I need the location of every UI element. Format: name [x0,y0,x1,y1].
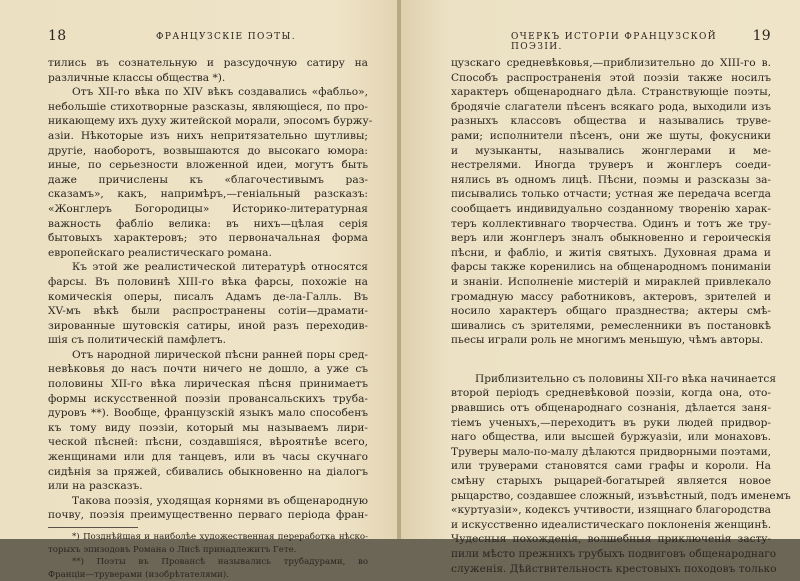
section-break [451,348,771,372]
text-line: ческой пѣсней: пѣсни, создавшіяся, вѣроятнѣе всего, [48,436,368,449]
text-line: смѣну старыхъ рыцарей-богатырей является новое [451,475,771,488]
text-line: азіи. Нѣкоторые изъ нихъ непритязательно шутливы; [48,129,368,142]
text-line: Труверы мало-по-малу дѣлаются придворными поэтами, [451,445,771,458]
text-line: «куртуазіи», кодексъ учтивости, изящнаго благородства [451,504,771,517]
left-running-title: ФРАНЦУЗСКІЕ ПОЭТЫ. [156,32,297,42]
text-line: фарсы также коренились на общенародномъ пониманіи [451,261,771,274]
text-line: европейскаго реалистическаго романа. [48,246,272,259]
footnote-rule [48,527,138,528]
text-line: наго общества, или высшей буржуазіи, или монаховъ. [451,431,771,444]
text-line: рвавшись отъ общенароднаго сознанія, дѣлается заня- [451,402,771,415]
text-line: Къ этой же реалистической литературѣ относятся [72,261,368,274]
footnote-line: Франціи—труверами (изобрѣтателями). [48,569,229,580]
text-line: Приблизительно съ половины XII-го вѣка начинается [475,372,777,385]
text-line: тились въ сознательную и разсудочную сатиру на [48,57,368,69]
text-line: фарсы. Въ половинѣ XIII-го вѣка фарсы, похожіе на [48,275,368,288]
text-line: служенія. Дѣйствительность крестовыхъ походовъ только [451,562,777,575]
text-line: «Жонглеръ Богородицы» Историко-литературная [48,202,368,215]
text-line: сказамъ», какъ, напримѣръ,—геніальный разсказъ: [48,188,368,201]
text-line: Отъ XII-го вѣка по XIV вѣкъ создавались «фабльо», [72,86,368,99]
text-line: веръ или жонглеръ зналъ обыкновенно и героическія [451,232,771,245]
text-line: или труверами становятся сами графы и короли. На [451,460,771,473]
text-line: почву, поэзія преимущественно перваго періода фран- [48,509,368,522]
left-body-text [48,56,373,581]
text-line: и музыканты, назывались жонглерами и ме- [451,144,771,157]
left-page [0,0,397,580]
text-line: XV-мъ вѣкѣ были распространены сотіи—драмати- [48,305,368,318]
right-body-text [451,56,791,576]
text-line: важность фабліо велика: въ нихъ—цѣлая серія [48,217,368,230]
text-line: иные, по серьезности вложенной идеи, могутъ быть [48,159,368,172]
text-line: зированные шутовскія сатиры, иной разъ переходив- [48,319,368,332]
text-line: шія съ политическій памфлетъ. [48,334,226,347]
text-line: даже причислены къ «благочестивымъ раз- [48,173,368,186]
text-line: формы искусственной поэзіи провансальскихъ труба- [48,392,368,405]
text-line: женщинами или для танцевъ, или въ часы скучнаго [48,451,368,464]
text-line: Чудесныя похожденія, волшебныя приключенія застy- [451,533,771,546]
text-line: Способъ распространенія этой поэзіи также носилъ [451,71,771,84]
text-line: или на разсказъ. [48,480,143,493]
text-line: рыцарство, создавшее сложный, изъвѣстный, подъ именемъ [451,489,791,502]
text-line: различные классы общества *). [48,71,226,84]
text-line: сообщаетъ индивидуально созданному творенію харак- [451,202,771,215]
text-line: пили мѣсто прежнихъ грубыхъ подвиговъ общенароднаго [451,548,777,560]
right-page-number: 19 [752,28,771,44]
text-line: комическія оперы, писалъ Адамъ де-ла-Галль. Въ [48,290,368,303]
text-line: характеръ общенароднаго дѣла. Странствующіе поэты, [451,86,771,99]
text-line: Отъ народной лирической пѣсни ранней поры сред- [72,348,368,361]
text-line: Такова поэзія, уходящая корнями въ общенародную [72,494,368,507]
text-line: теръ коллективнаго творчества. Одинъ и тотъ же тру- [451,217,771,230]
text-line: цузскаго средневѣковья,—приблизительно до XIII-го в. [451,57,771,69]
text-line: къ тому виду поэзіи, который мы называемъ лири- [48,421,368,434]
text-line: пѣсни, и фабліо, и житія святыхъ. Духовная драма и [451,246,771,259]
text-line: другіе, наоборотъ, возвышаются до высокаго юмора: [48,144,368,157]
text-line: никающему ихъ духу житейской морали, эпосомъ буржу- [48,115,373,128]
text-line: пьесы играли роль не многимъ меньшую, чѣмъ авторы. [451,334,764,347]
text-line: нялись въ одномъ лицѣ. Пѣсни, поэмы и разсказы за- [451,173,771,186]
text-line: писывались только отчасти; устная же передача всегда [451,188,771,201]
text-line: громадную массу работниковъ, актеровъ, зрителей и [451,290,771,303]
text-line: разныхъ классовъ общества и назывались труве- [451,115,771,128]
text-line: небольшіе стихотворные разсказы, являющіеся, по про- [48,100,368,113]
text-line: дуровъ **). Вообще, французскій языкъ мало способенъ [48,407,368,420]
text-line: второй періодъ средневѣковой поэзіи, когда она, ото- [451,387,771,400]
footnote-line: торыхъ эпизодовъ Романа о Лисѣ принадлежитъ Гете. [48,544,297,555]
text-line: половины XII-го вѣка лирическая пѣсня принимаетъ [48,378,368,391]
text-line: сидѣнія за пряжей, сбивались обыкновенно на діалогъ [48,465,368,478]
text-line: невѣковья до насъ почти ничего не дошло, а уже съ [48,363,368,376]
text-line: нестрелями. Иногда труверъ и жонглеръ соеди- [451,159,771,172]
text-line: и знаніи. Исполненіе мистерій и мираклей привлекало [451,275,771,288]
right-page [401,0,800,575]
text-line: шивались съ зрителями, ремесленники въ постановкѣ [451,319,771,332]
footnote-line: *) Позднѣйшая и наиболѣе художественная переработка нѣско- [72,532,368,542]
right-running-title: ОЧЕРКЪ ИСТОРІИ ФРАНЦУЗСКОЙ ПОЭЗІИ. [511,32,718,52]
text-line: и искусственно идеалистическаго поклоненія женщинѣ. [451,518,772,531]
text-line: бродячіе слагатели пѣсенъ всякаго рода, выходили изъ [451,100,771,113]
footnote-line: **) Поэты въ Провансѣ назывались трубадурами, во [72,557,368,568]
text-line: носило характеръ общаго празднества; актеры смѣ- [451,305,771,318]
text-line: тіемъ ученыхъ,—переходитъ въ руки людей придвор- [451,416,771,429]
text-line: бытовыхъ характеровъ; это первоначальная форма [48,232,368,245]
text-line: рами; исполнители пѣсенъ, они же шуты, фокусники [451,129,771,142]
left-page-number: 18 [48,28,67,44]
